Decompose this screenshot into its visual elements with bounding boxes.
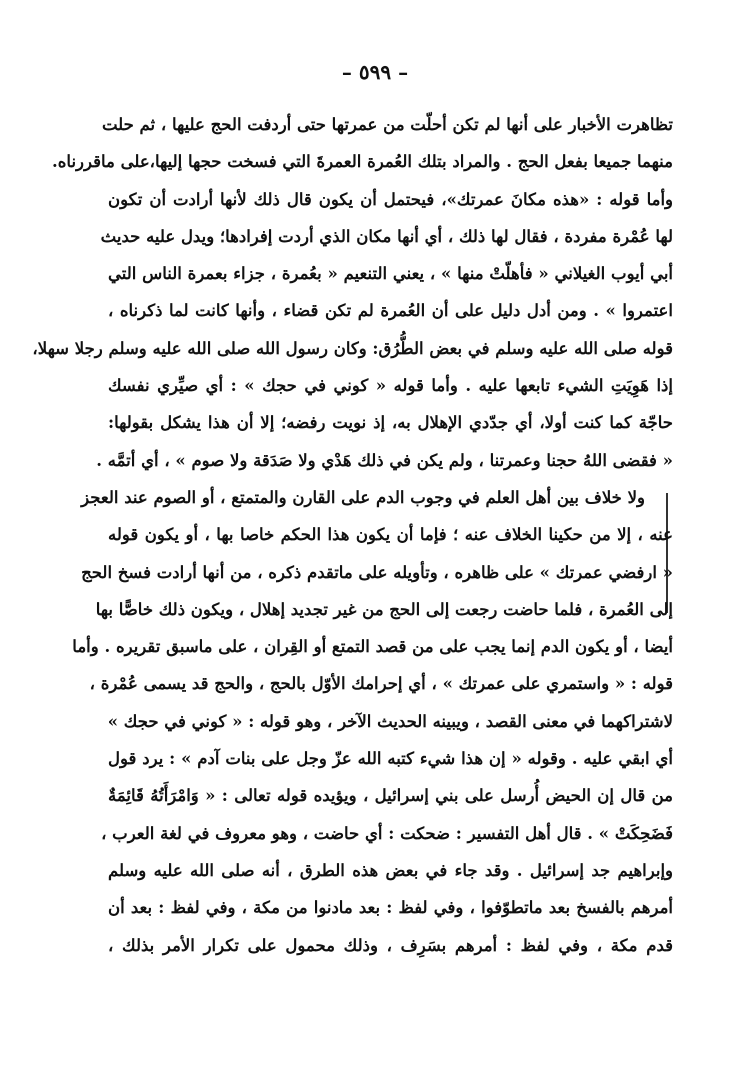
text-line: فَضَحِكَتْ » . قال أهل التفسير : ضحكت : أي حاضت ، وهو معروف في لغة العرب ،: [101, 823, 673, 843]
body-text: [32, 106, 673, 964]
text-line: عنه ، إلا من حكينا الخلاف عنه ؛ فإما أن يكون هذا الحكم خاصا بها ، أو يكون قوله: [108, 525, 673, 545]
text-line: إلى العُمرة ، فلما حاضت رجعت إلى الحج من غير تجديد إهلال ، ويكون ذلك خاصًّا بها: [95, 599, 673, 619]
text-line: أمرهم بالفسخ بعد ماتطوّفوا ، وفي لفظ : بعد مادنوا من مكة ، وفي لفظ : بعد أن: [108, 898, 673, 918]
text-line: « فقضى اللهُ حجنا وعمرتنا ، ولم يكن في ذلك هَدْي ولا صَدَقة ولا صوم » ، أي أتمَّه .: [96, 450, 673, 470]
text-line: أي ابقي عليه . وقوله « إن هذا شيء كتبه الله عزّ وجل على بنات آدم » : يرد قول: [108, 749, 673, 769]
text-line: تظاهرت الأخبار على أنها لم تكن أحلّت من عمرتها حتى أردفت الحج عليها ، ثم حلت: [101, 115, 673, 134]
text-line: قوله صلى الله عليه وسلم في بعض الطُّرُق: وكان رسول الله صلى الله عليه وسلم رجلا سهلا،: [32, 338, 673, 358]
text-line: وأما قوله : «هذه مكانَ عمرتك»، فيحتمل أن يكون قال ذلك لأنها أرادت أن تكون: [108, 189, 673, 209]
text-line: لها عُمْرة مفردة ، فقال لها ذلك ، أي أنها مكان الذي أردت إفرادها؛ ويدل عليه حديث: [100, 226, 673, 246]
page-number: – ٥٩٩ –: [341, 60, 409, 84]
text-line: إذا هَوِيَتِ الشيء تابعها عليه . وأما قوله « كوني في حجك » : أي صيِّري نفسك: [108, 376, 673, 396]
text-line: لاشتراكهما في معنى القصد ، ويبينه الحديث الآخر ، وهو قوله : « كوني في حجك »: [107, 711, 673, 731]
text-line: منهما جميعا بفعل الحج . والمراد بتلك العُمرة العمرةَ التي فسخت حجها إليها،على ماقررناه.: [52, 152, 673, 172]
text-line: حاجّة كما كنت أولا، أي جدّدي الإهلال به، إذ نويت رفضه؛ إلا أن هذا يشكل بقولها:: [108, 413, 673, 433]
text-line: وإبراهيم جد إسرائيل . وقد جاء في بعض هذه الطرق ، أنه صلى الله عليه وسلم: [108, 860, 673, 880]
text-line: اعتمروا » . ومن أدل دليل على أن العُمرة لم تكن قضاء ، وأنها كانت لما ذكرناه ،: [108, 301, 673, 321]
text-line: قوله : « واستمري على عمرتك » ، أي إحرامك الأوّل بالحج ، والحج قد يسمى عُمْرة ،: [89, 674, 673, 694]
text-line: أيضا ، أو يكون الدم إنما يجب على من قصد التمتع أو القِران ، على ماسبق تقريره . وأما: [72, 637, 673, 657]
text-line: من قال إن الحيض أُرسل على بني إسرائيل ، ويؤيده قوله تعالى : « وَامْرَأَتُهُ قَائِمَةٌ: [108, 786, 673, 806]
text-line: قدم مكة ، وفي لفظ : أمرهم بسَرِف ، وذلك محمول على تكرار الأمر بذلك ،: [108, 935, 673, 955]
text-line: ولا خلاف بين أهل العلم في وجوب الدم على القارن والمتمتع ، أو الصوم عند العجز: [81, 487, 645, 507]
text-line: « ارفضي عمرتك » على ظاهره ، وتأويله على ماتقدم ذكره ، من أنها أرادت فسخ الحج: [81, 562, 673, 582]
text-line: أبي أيوب الغيلاني « فأهلّتْ منها » ، يعني التنعيم « بعُمرة ، جزاء بعمرة الناس التي: [108, 264, 673, 284]
